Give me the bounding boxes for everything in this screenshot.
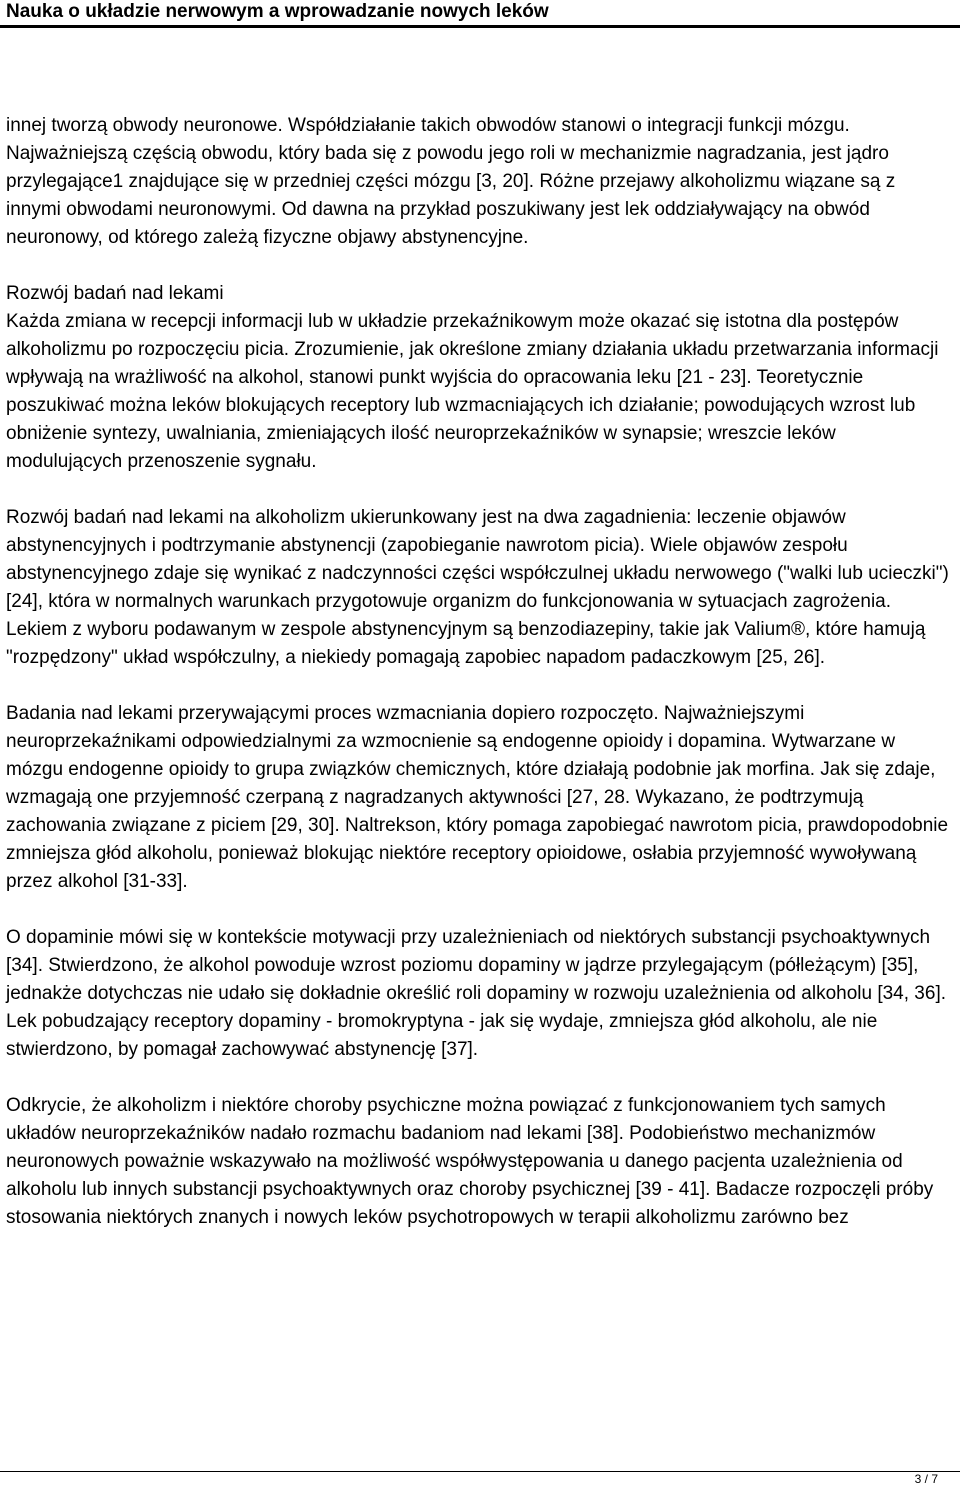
paragraph-6: [6, 1092, 954, 1232]
footer-divider: [0, 1471, 960, 1472]
paragraph-2: [6, 280, 954, 476]
paragraph-text: Odkrycie, że alkoholizm i niektóre choroby psychiczne można powiązać z funkcjonowaniem tych samych układów neuroprzekaźników nadało rozmachu badaniom nad lekami [38]. Podobieństwo mechanizmów neuronowych poważnie wskazywało na możliwość współwystępowania u danego pacjenta uzależnienia od alkoholu lub innych substancji psychoaktywnych oraz choroby psychicznej [39 - 41]. Badacze rozpoczęli próby stosowania niektórych znanych i nowych leków psychotropowych w terapii alkoholizmu zarówno bez: [6, 1095, 934, 1228]
paragraph-4: [6, 700, 954, 896]
paragraph-text: Każda zmiana w recepcji informacji lub w układzie przekaźnikowym może okazać się istotna dla postępów alkoholizmu po rozpoczęciu picia. Zrozumienie, jak określone zmiany działania układu przetwarzania informacji wpływają na wrażliwość na alkohol, stanowi punkt wyjścia do opracowania leku [21 - 23]. Teoretycznie poszukiwać można leków blokujących receptory lub wzmacniających ich działanie; powodujących wzrost lub obniżenie syntezy, uwalniania, zmieniających ilość neuroprzekaźników w synapsie; wreszcie leków modulujących przenoszenie sygnału.: [6, 311, 939, 472]
document-title: Nauka o układzie nerwowym a wprowadzanie nowych leków: [6, 1, 549, 22]
header-divider: [0, 25, 960, 28]
page-number: 3 / 7: [914, 1472, 938, 1486]
article-body: [6, 112, 954, 1232]
paragraph-text: innej tworzą obwody neuronowe. Współdziałanie takich obwodów stanowi o integracji funkcji mózgu. Najważniejszą częścią obwodu, który bada się z powodu jego roli w mechanizmie nagradzania, jest jądro przylegające1 znajdujące się w przedniej części mózgu [3, 20]. Różne przejawy alkoholizmu wiązane są z innymi obwodami neuronowymi. Od dawna na przykład poszukiwany jest lek oddziaływający na obwód neuronowy, od którego zależą fizyczne objawy abstynencyjne.: [6, 115, 896, 248]
paragraph-1: [6, 112, 954, 252]
paragraph-text: Rozwój badań nad lekami na alkoholizm ukierunkowany jest na dwa zagadnienia: leczenie objawów abstynencyjnych i podtrzymanie abstynencji (zapobieganie nawrotom picia). Wiele objawów zespołu abstynencyjnego zdaje się wynikać z nadczynności części współczulnej układu nerwowego ("walki lub ucieczki") [24], która w normalnych warunkach przygotowuje organizm do funkcjonowania w sytuacjach zagrożenia. Lekiem z wyboru podawanym w zespole abstynencyjnym są benzodiazepiny, takie jak Valium®, które hamują "rozpędzony" układ współczulny, a niekiedy pomagają zapobiec napadom padaczkowym [25, 26].: [6, 507, 949, 668]
paragraph-5: [6, 924, 954, 1064]
paragraph-text: O dopaminie mówi się w kontekście motywacji przy uzależnieniach od niektórych substancji psychoaktywnych [34]. Stwierdzono, że alkohol powoduje wzrost poziomu dopaminy w jądrze przylegającym (półleżącym) [35], jednakże dotychczas nie udało się dokładnie określić roli dopaminy w rozwoju uzależnienia od alkoholu [34, 36]. Lek pobudzający receptory dopaminy - bromokryptyna - jak się wydaje, zmniejsza głód alkoholu, ale nie stwierdzono, by pomagał zachowywać abstynencję [37].: [6, 927, 946, 1060]
paragraph-text: Badania nad lekami przerywającymi proces wzmacniania dopiero rozpoczęto. Najważniejszymi neuroprzekaźnikami odpowiedzialnymi za wzmocnienie są endogenne opioidy i dopamina. Wytwarzane w mózgu endogenne opioidy to grupa związków chemicznych, które działają podobnie jak morfina. Jak się zdaje, wzmagają one przyjemność czerpaną z nagradzanych aktywności [27, 28. Wykazano, że podtrzymują zachowania związane z piciem [29, 30]. Naltrekson, który pomaga zapobiegać nawrotom picia, prawdopodobnie zmniejsza głód alkoholu, ponieważ blokując niektóre receptory opioidowe, osłabia przyjemność wywoływaną przez alkohol [31-33].: [6, 703, 949, 892]
section-heading: Rozwój badań nad lekami: [6, 283, 224, 304]
page-header: [0, 0, 960, 31]
paragraph-3: [6, 504, 954, 672]
